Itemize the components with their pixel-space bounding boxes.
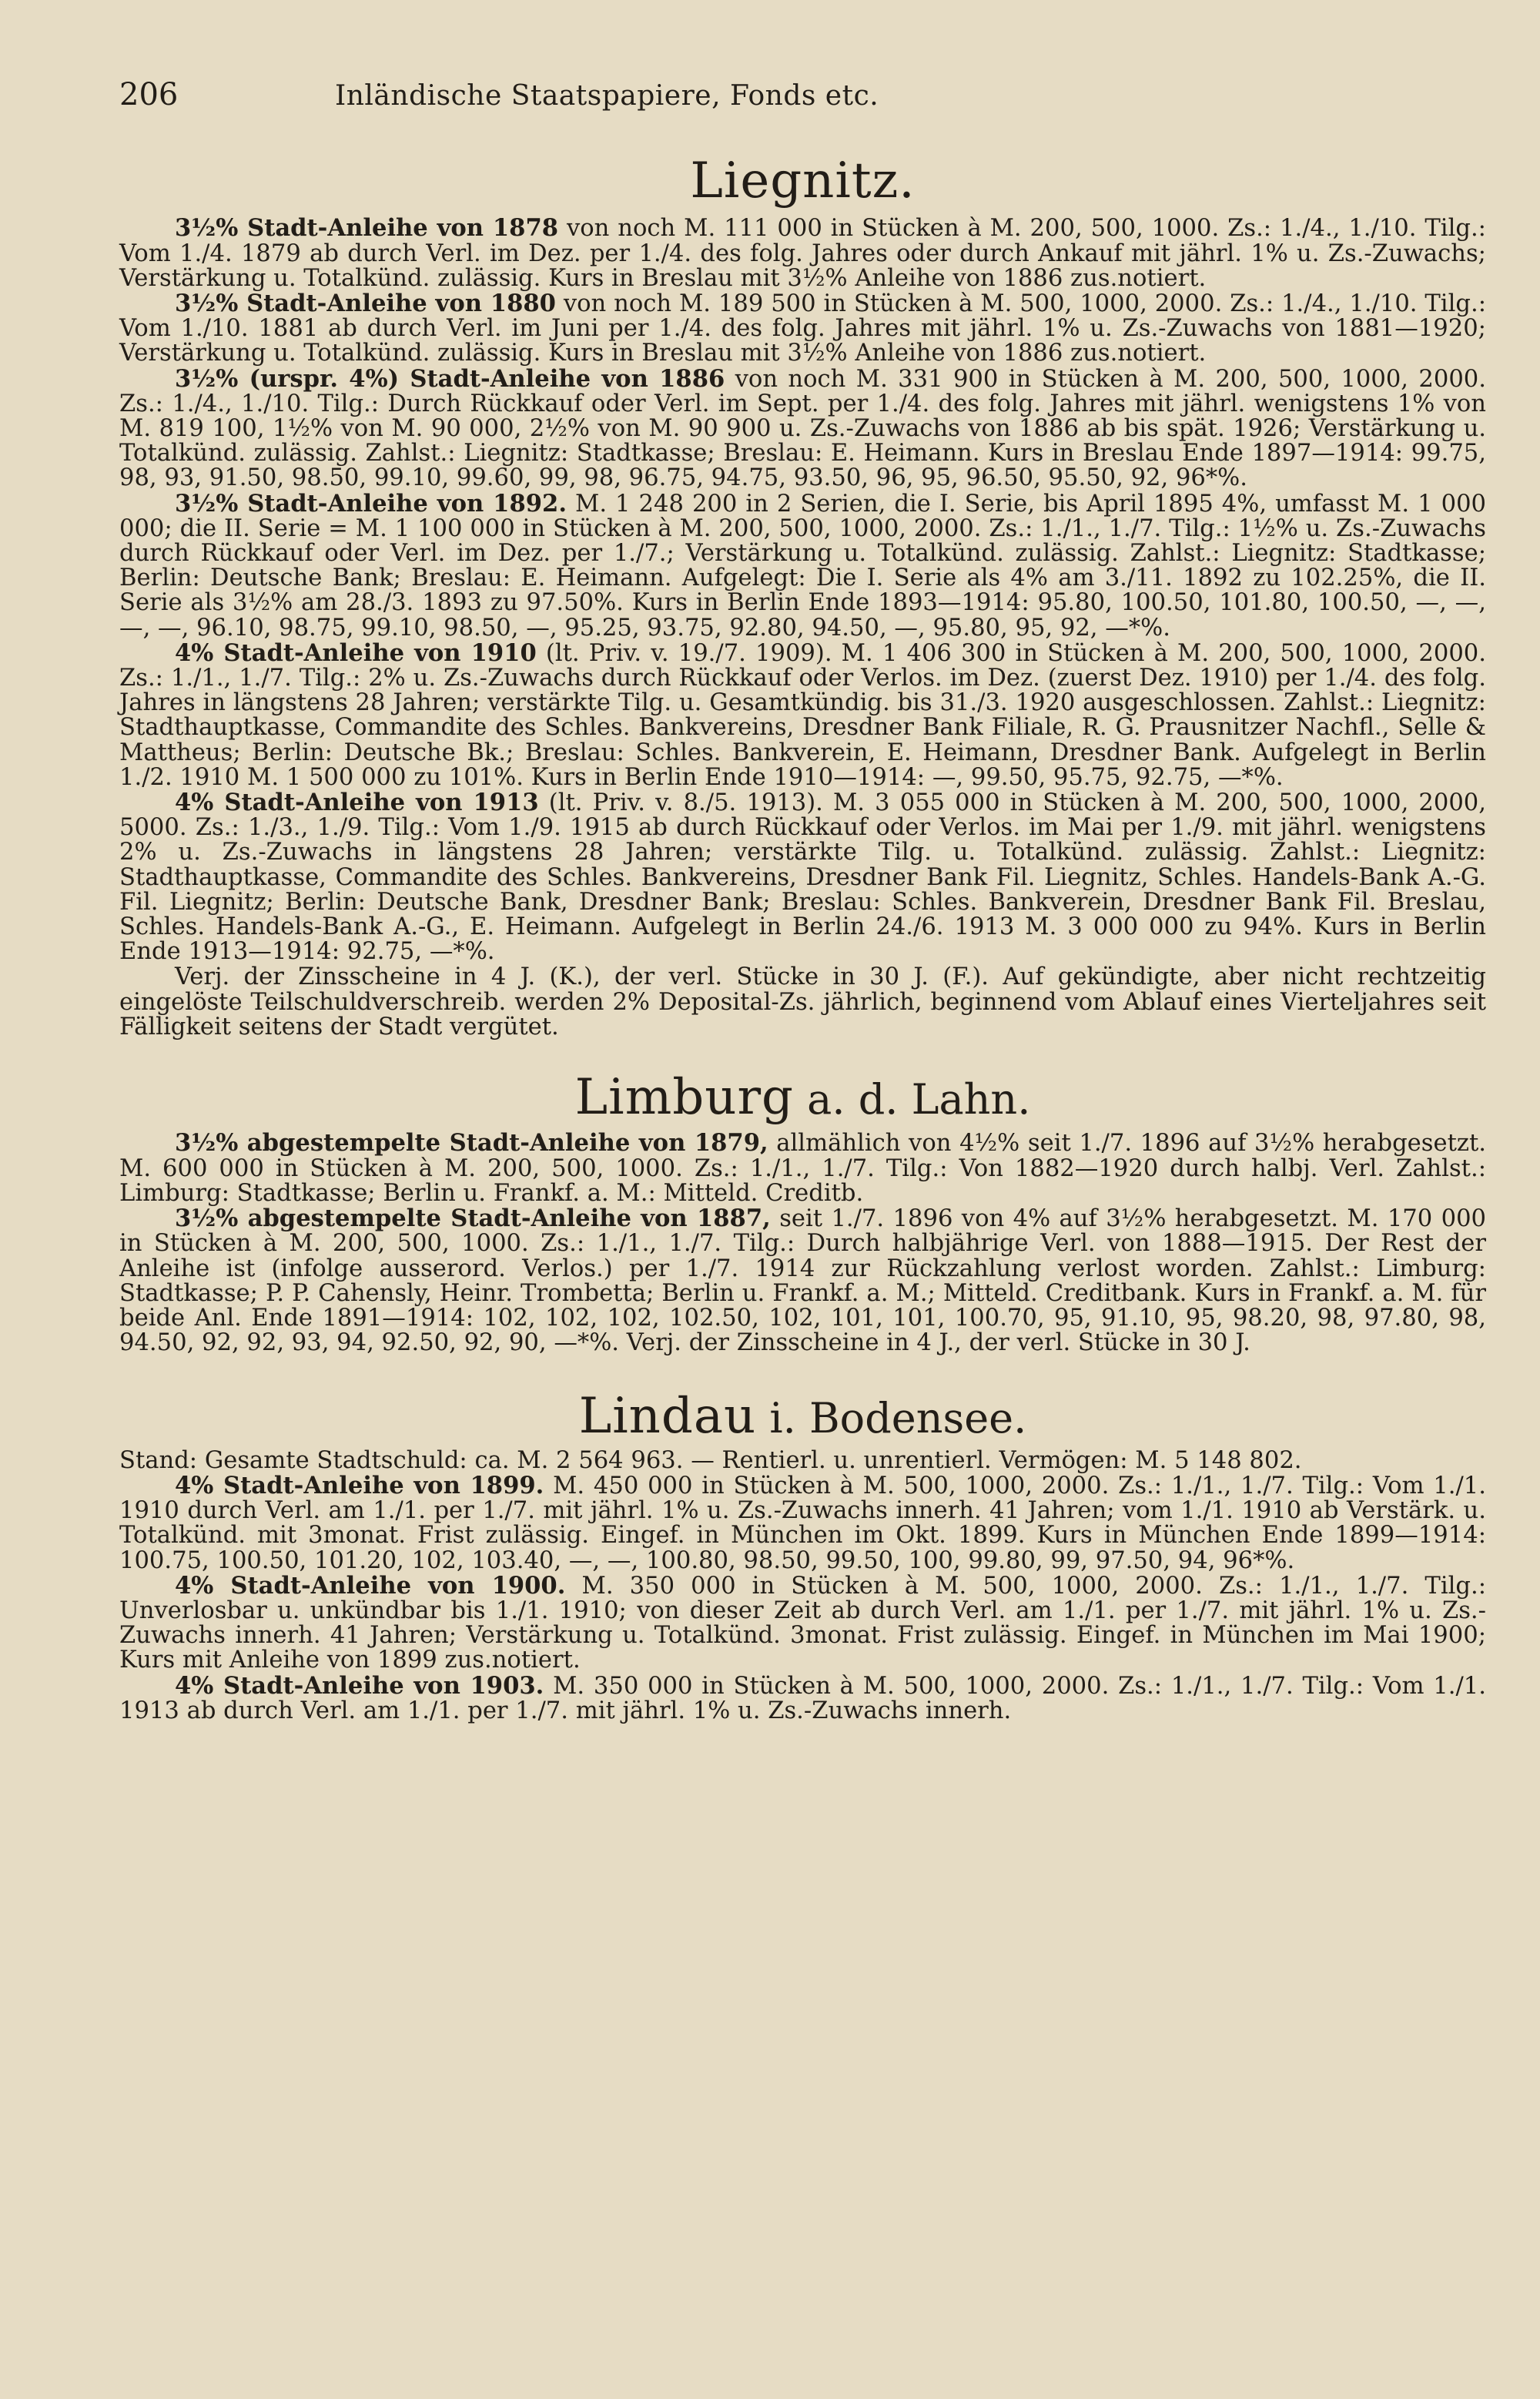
bond-text: von noch M. 331 900 in Stücken à M. 200, 500, 1000, 2000. Zs.: 1./4., 1./10. Tilg.: Durch Rückkauf oder Verl. im Sept. per 1./4. des folg. Jahres mit jährl. wenigstens 1% von M. 819 100, 1½% von M. 90 000, 2½% von M. 90 900 u. Zs.-Zuwachs von 1886 ab bis spät. 1926; Verstärkung u. Totalkünd. zulässig. Zahlst.: Liegnitz: Stadtkasse; Breslau: E. Heimann. Kurs in Breslau Ende 1897—1914: 99.75, 98, 93, 91.50, 98.50, 99.10, 99.60, 99, 98, 96.75, 94.75, 93.50, 96, 95, 96.50, 95.50, 92, 96*%. [119, 365, 1486, 492]
bond-entry [119, 790, 1486, 964]
debt-status: Stand: Gesamte Stadtschuld: ca. M. 2 564 963. — Rentierl. u. unrentierl. Vermögen: M. 5 148 802. [119, 1446, 1302, 1474]
bond-title: 4% Stadt-Anleihe von 1910 [175, 638, 537, 667]
section-heading-liegnitz [119, 154, 1486, 208]
bond-entry [119, 1473, 1486, 1573]
running-title: Inländische Staatspapiere, Fonds etc. [335, 80, 879, 112]
bond-text: (lt. Priv. v. 8./5. 1913). M. 3 055 000 in Stücken à M. 200, 500, 1000, 2000, 5000. Zs.: 1./3., 1./9. Tilg.: Vom 1./9. 1915 ab durch Rückkauf oder Verlos. im Mai per 1./9. mit jährl. wenigstens 2% u. Zs.-Zuwachs in längstens 28 Jahren; verstärkte Tilg. u. Totalkünd. zulässig. Zahlst.: Liegnitz: Stadthauptkasse, Commandite des Schles. Bankvereins, Dresdner Bank Fil. Liegnitz, Schles. Handels-Bank A.-G. Fil. Liegnitz; Berlin: Deutsche Bank, Dresdner Bank; Breslau: Schles. Bankverein, Dresdner Bank Fil. Breslau, Schles. Handels-Bank A.-G., E. Heimann. Aufgelegt in Berlin 24./6. 1913 M. 3 000 000 zu 94%. Kurs in Berlin Ende 1913—1914: 92.75, —*%. [119, 789, 1486, 966]
city-suffix: i. Bodensee. [756, 1394, 1027, 1443]
bond-entry [119, 638, 1486, 791]
bond-title: 4% Stadt-Anleihe von 1903. [175, 1671, 544, 1700]
bond-text: M. 1 248 200 in 2 Serien, die I. Serie, bis April 1895 4%, umfasst M. 1 000 000; die II. Serie = M. 1 100 000 in Stücken à M. 200, 500, 1000, 2000. Zs.: 1./1., 1./7. Tilg.: 1½% u. Zs.-Zuwachs durch Rückkauf oder Verl. im Dez. per 1./7.; Verstärkung u. Totalkünd. zulässig. Zahlst.: Liegnitz: Stadtkasse; Berlin: Deutsche Bank; Breslau: E. Heimann. Aufgelegt: Die I. Serie als 4% am 3./11. 1892 zu 102.25%, die II. Serie als 3½% am 28./3. 1893 zu 97.50%. Kurs in Berlin Ende 1893—1914: 95.80, 100.50, 101.80, 100.50, —, —, —, —, 96.10, 98.75, 99.10, 98.50, —, 95.25, 93.75, 92.80, 94.50, —, 95.80, 95, 92, —*%. [119, 490, 1486, 642]
city-name: Lindau [578, 1388, 757, 1446]
bond-text: (lt. Priv. v. 19./7. 1909). M. 1 406 300 in Stücken à M. 200, 500, 1000, 2000. Zs.: 1./1., 1./7. Tilg.: 2% u. Zs.-Zuwachs durch Rückkauf oder Verlos. im Dez. (zuerst Dez. 1910) per 1./4. des folg. Jahres in längstens 28 Jahren; verstärkte Tilg. u. Gesamtkündig. bis 31./3. 1920 ausgeschlossen. Zahlst.: Liegnitz: Stadthauptkasse, Commandite des Schles. Bankvereins, Dresdner Bank Filiale, R. G. Prausnitzer Nachfl., Selle & Mattheus; Berlin: Deutsche Bk.; Breslau: Schles. Bankverein, E. Heimann, Dresdner Bank. Aufgelegt in Berlin 1./2. 1910 M. 1 500 000 zu 101%. Kurs in Berlin Ende 1910—1914: —, 99.50, 95.75, 92.75, —*%. [119, 639, 1486, 791]
bond-text: seit 1./7. 1896 von 4% auf 3½% herabgesetzt. M. 170 000 in Stücken à M. 200, 500, 1000. Zs.: 1./1., 1./7. Tilg.: Durch halbjährige Verl. von 1888—1915. Der Rest der Anleihe ist (infolge ausserord. Verlos.) per 1./7. 1914 zur Rückzahlung verlost worden. Zahlst.: Limburg: Stadtkasse; P. P. Cahensly, Heinr. Trombetta; Berlin u. Frankf. a. M.; Mitteld. Creditbank. Kurs in Frankf. a. M. für beide Anl. Ende 1891—1914: 102, 102, 102, 102.50, 102, 101, 101, 100.70, 95, 91.10, 95, 98.20, 98, 97.80, 98, 94.50, 92, 92, 93, 94, 92.50, 92, 90, —*%. Verj. der Zinsscheine in 4 J., der verl. Stücke in 30 J. [119, 1205, 1486, 1357]
bond-title: 3½% abgestempelte Stadt-Anleihe von 1887, [175, 1205, 771, 1233]
bond-text: allmählich von 4½% seit 1./7. 1896 auf 3½% herabgesetzt. M. 600 000 in Stücken à M. 200, 500, 1000. Zs.: 1./1., 1./7. Tilg.: Von 1882—1920 durch halbj. Verl. Zahlst.: Limburg: Stadtkasse; Berlin u. Frankf. a. M.: Mitteld. Creditb. [119, 1130, 1486, 1207]
bond-entry [119, 364, 1486, 492]
bond-title: 3½% abgestempelte Stadt-Anleihe von 1879, [175, 1129, 768, 1158]
bond-entry [119, 216, 1486, 291]
bond-text: M. 450 000 in Stücken à M. 500, 1000, 2000. Zs.: 1./1., 1./7. Tilg.: Vom 1./1. 1910 durch Verl. am 1./1. per 1./7. mit jährl. 1% u. Zs.-Zuwachs innerh. 41 Jahren; vom 1./1. 1910 ab Verstärk. u. Totalkünd. mit 3monat. Frist zulässig. Eingef. in München im Okt. 1899. Kurs in München Ende 1899—1914: 100.75, 100.50, 101.20, 102, 103.40, —, —, 100.80, 98.50, 99.50, 100, 99.80, 99, 97.50, 94, 96*%. [119, 1472, 1486, 1574]
section-lindau [119, 1389, 1486, 1724]
section-liegnitz [119, 154, 1486, 1040]
bond-text: M. 350 000 in Stücken à M. 500, 1000, 2000. Zs.: 1./1., 1./7. Tilg.: Vom 1./1. 1913 ab durch Verl. am 1./1. per 1./7. mit jährl. 1% u. Zs.-Zuwachs innerh. [119, 1672, 1486, 1724]
city-name: Liegnitz. [690, 152, 916, 209]
note-paragraph [119, 964, 1486, 1040]
city-name: Limburg [574, 1069, 795, 1127]
bond-entry [119, 1206, 1486, 1355]
section-limburg [119, 1071, 1486, 1355]
page-header [119, 77, 1486, 123]
bond-title: 4% Stadt-Anleihe von 1900. [175, 1571, 566, 1600]
bond-entry [119, 491, 1486, 641]
section-heading-limburg [119, 1069, 1486, 1127]
bond-entry [119, 291, 1486, 367]
bond-title: 3½% Stadt-Anleihe von 1892. [175, 489, 567, 518]
section-heading-lindau [119, 1388, 1486, 1446]
bond-text: M. 350 000 in Stücken à M. 500, 1000, 2000. Zs.: 1./1., 1./7. Tilg.: Unverlosbar u. unkündbar bis 1./1. 1910; von dieser Zeit ab durch Verl. am 1./1. per 1./7. mit jährl. 1% u. Zs.-Zuwachs innerh. 41 Jahren; Verstärkung u. Totalkünd. 3monat. Frist zulässig. Eingef. in München im Mai 1900; Kurs mit Anleihe von 1899 zus.notiert. [119, 1572, 1486, 1674]
bond-title: 4% Stadt-Anleihe von 1913 [175, 789, 539, 817]
bond-title: 4% Stadt-Anleihe von 1899. [175, 1471, 544, 1499]
city-suffix: a. d. Lahn. [794, 1075, 1031, 1124]
bond-text: von noch M. 189 500 in Stücken à M. 500, 1000, 2000. Zs.: 1./4., 1./10. Tilg.: Vom 1./10. 1881 ab durch Verl. im Juni per 1./4. des folg. Jahres mit jährl. 1% u. Zs.-Zuwachs von 1881—1920; Verstärkung u. Totalkünd. zulässig. Kurs in Breslau mit 3½% Anleihe von 1886 zus.notiert. [119, 290, 1486, 367]
bond-entry [119, 1131, 1486, 1206]
bond-entry [119, 1671, 1486, 1724]
bond-text: von noch M. 111 000 in Stücken à M. 200, 500, 1000. Zs.: 1./4., 1./10. Tilg.: Vom 1./4. 1879 ab durch Verl. im Dez. per 1./4. des folg. Jahres oder durch Ankauf mit jährl. 1% u. Zs.-Zuwachs; Verstärkung u. Totalkünd. zulässig. Kurs in Breslau mit 3½% Anleihe von 1886 zus.notiert. [119, 215, 1486, 292]
bond-title: 3½% Stadt-Anleihe von 1878 [175, 214, 559, 243]
bond-entry [119, 1573, 1486, 1674]
bond-title: 3½% Stadt-Anleihe von 1880 [175, 290, 556, 317]
page-number: 206 [119, 77, 179, 112]
bond-text: Verj. der Zinsscheine in 4 J. (K.), der verl. Stücke in 30 J. (F.). Auf gekündigte, aber nicht rechtzeitig eingelöste Teilschuldverschreib. werden 2% Deposital-Zs. jährlich, beginnend vom Ablauf eines Vierteljahres seit Fälligkeit seitens der Stadt vergütet. [119, 963, 1486, 1040]
bond-title: 3½% (urspr. 4%) Stadt-Anleihe von 1886 [175, 364, 725, 393]
